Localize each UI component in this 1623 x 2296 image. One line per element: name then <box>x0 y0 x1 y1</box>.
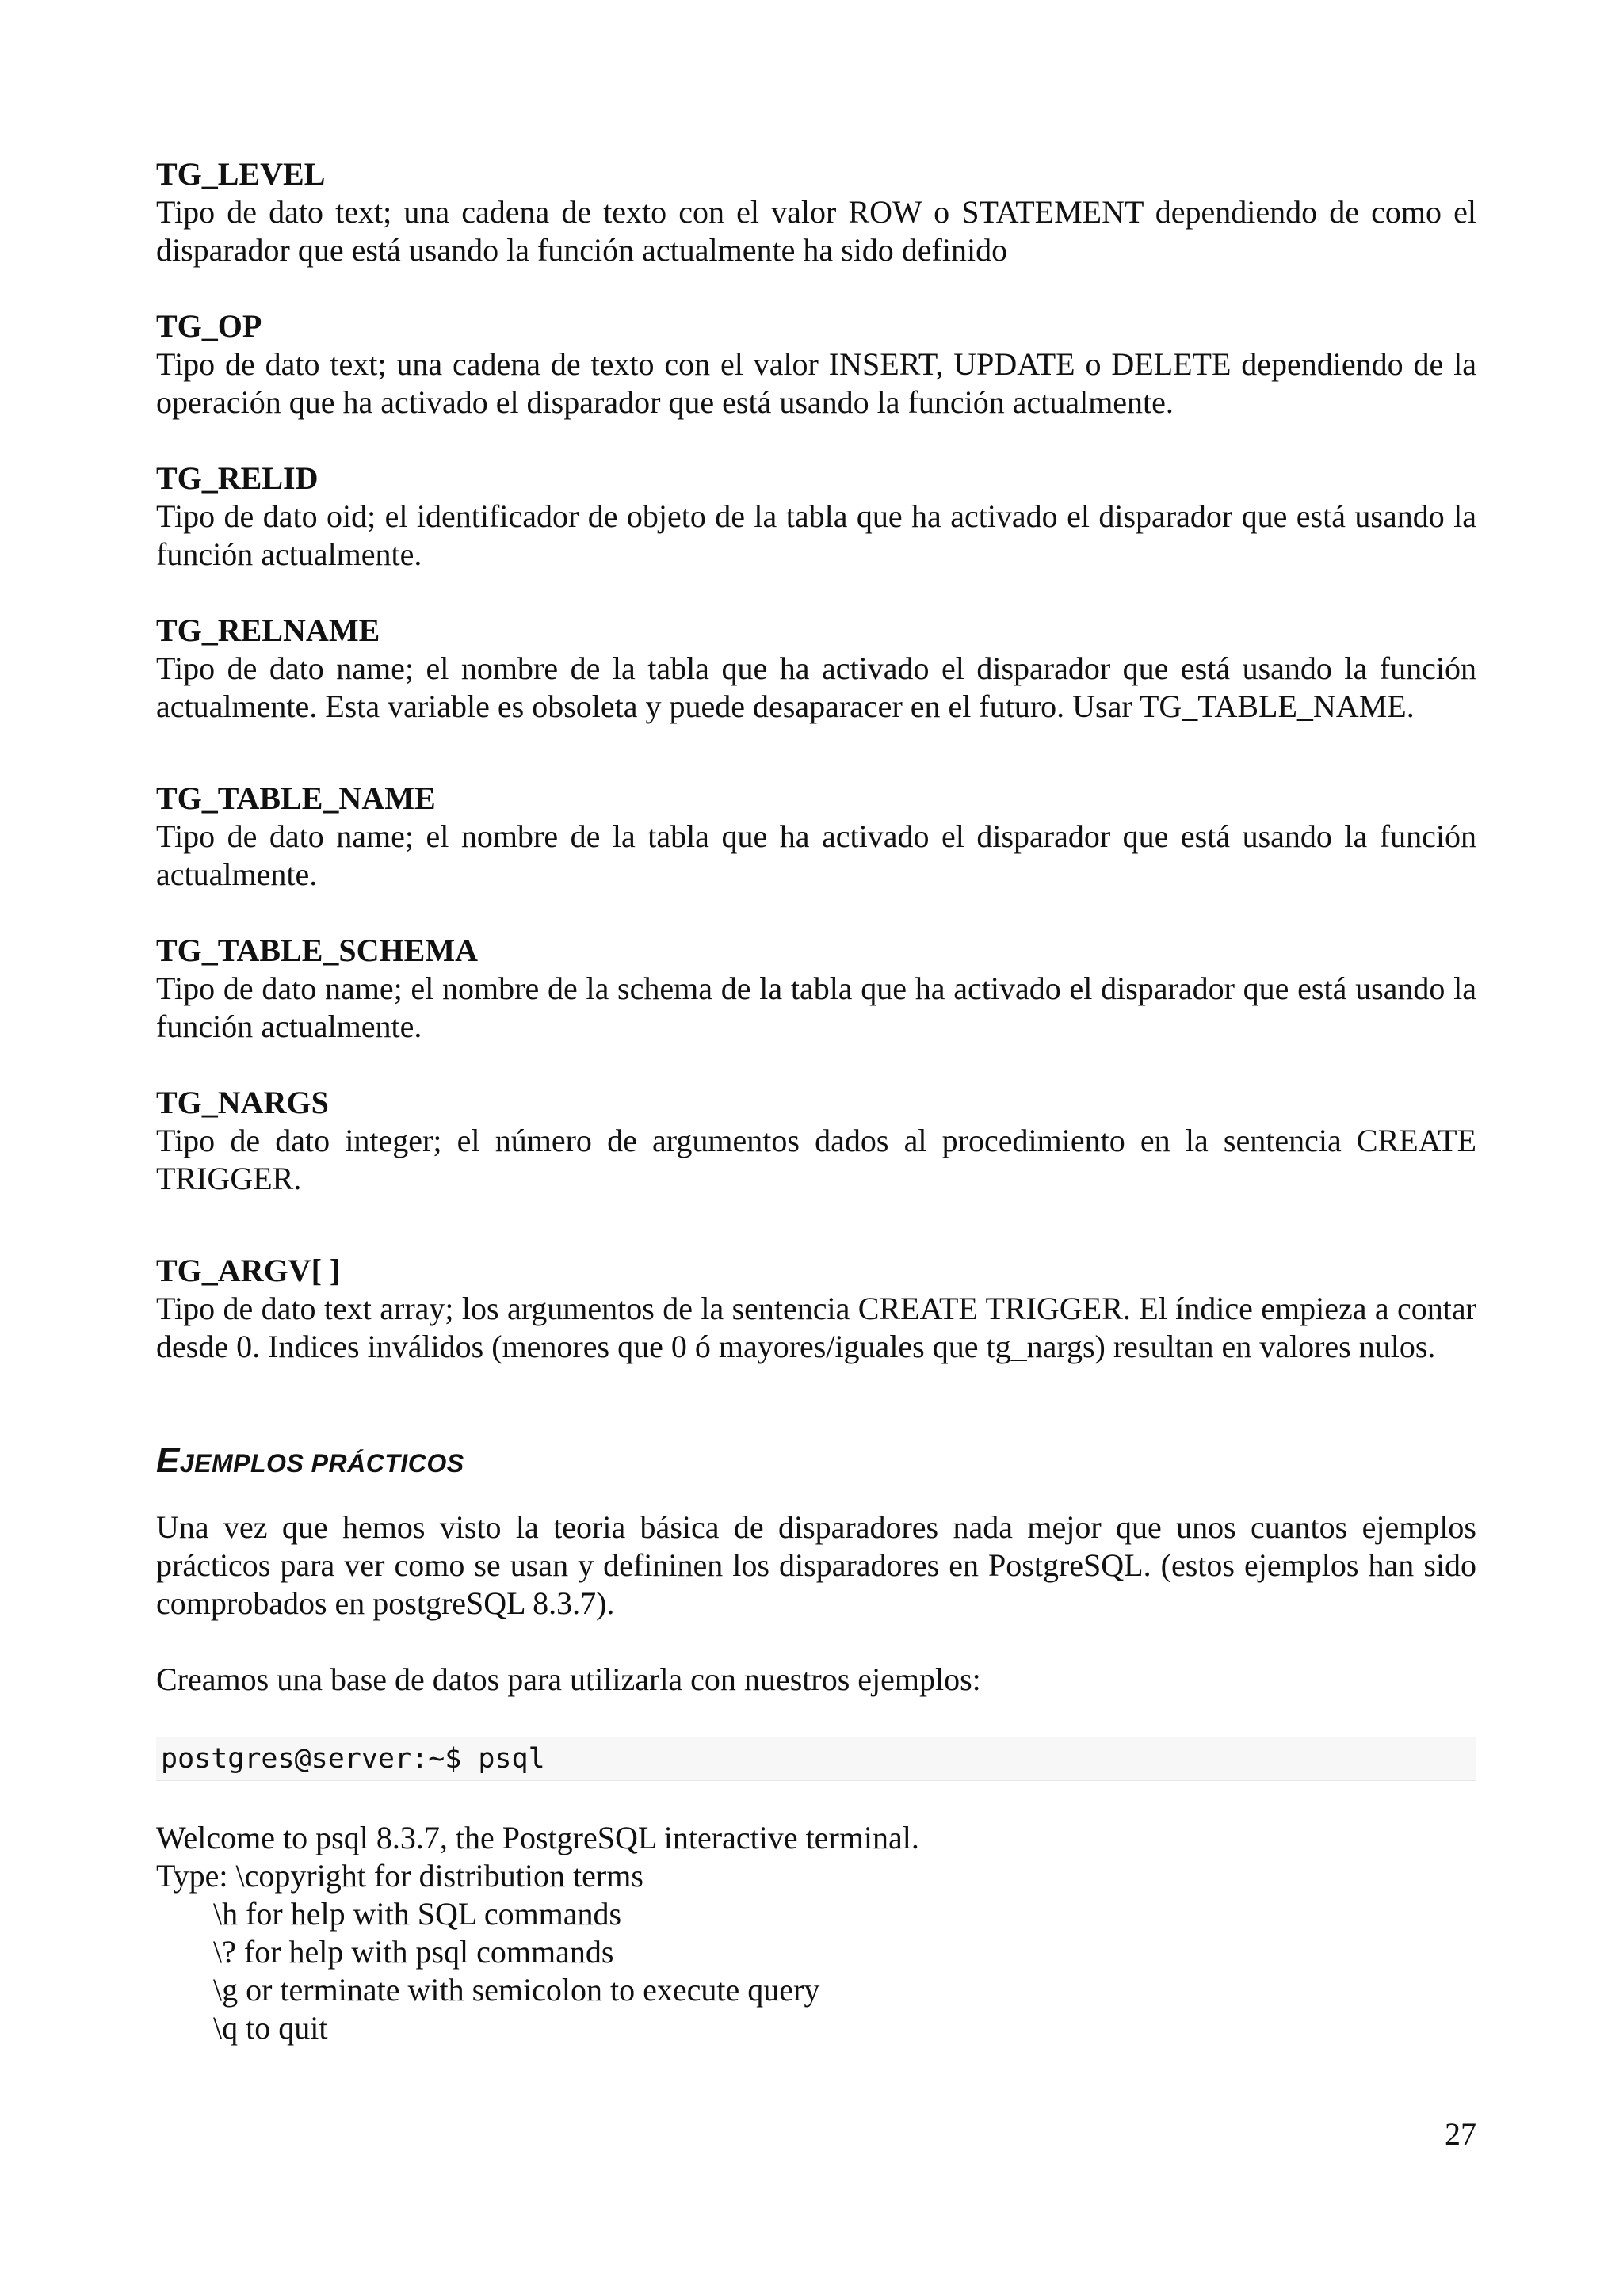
entry-term: TG_TABLE_SCHEMA <box>156 933 478 968</box>
section-heading-initial: E <box>156 1441 180 1480</box>
welcome-line: Type: \copyright for distribution terms <box>156 1858 643 1894</box>
psql-welcome-output <box>156 1819 1476 2047</box>
welcome-line: Welcome to psql 8.3.7, the PostgreSQL interactive terminal. <box>156 1820 919 1855</box>
entry-description: Tipo de dato oid; el identificador de objeto de la tabla que ha activado el disparador que está usando la función actualmente. <box>156 498 1476 572</box>
entry-description: Tipo de dato name; el nombre de la schema de la tabla que ha activado el disparador que está usando la función actualmente. <box>156 971 1476 1044</box>
section-heading <box>156 1439 1476 1491</box>
entry-tg-table-name <box>156 780 1476 894</box>
entry-term: TG_RELID <box>156 460 319 496</box>
entry-tg-level <box>156 155 1476 269</box>
entry-term: TG_RELNAME <box>156 612 380 648</box>
entry-tg-relid <box>156 460 1476 574</box>
welcome-line: \q to quit <box>213 2010 328 2046</box>
entry-tg-table-schema <box>156 932 1476 1046</box>
entry-description: Tipo de dato name; el nombre de la tabla que ha activado el disparador que está usando la función actualmente. Esta variable es obsoleta y puede desaparacer en el futuro. Usar TG_TABLE_NAME. <box>156 650 1476 724</box>
entry-description: Tipo de dato name; el nombre de la tabla que ha activado el disparador que está usando la función actualmente. <box>156 818 1476 892</box>
entry-description: Tipo de dato text; una cadena de texto con el valor ROW o STATEMENT dependiendo de como el disparador que está usando la función actualmente ha sido definido <box>156 194 1476 268</box>
entry-description: Tipo de dato text array; los argumentos de la sentencia CREATE TRIGGER. El índice empieza a contar desde 0. Indices inválidos (menores que 0 ó mayores/iguales que tg_nargs) resultan en valores nulos. <box>156 1291 1476 1364</box>
entry-description: Tipo de dato text; una cadena de texto con el valor INSERT, UPDATE o DELETE dependiendo de la operación que ha activado el disparador que está usando la función actualmente. <box>156 346 1476 420</box>
welcome-line: \? for help with psql commands <box>213 1934 614 1970</box>
create-db-text: Creamos una base de datos para utilizarla con nuestros ejemplos: <box>156 1661 981 1697</box>
entry-description: Tipo de dato integer; el número de argumentos dados al procedimiento en la sentencia CREATE TRIGGER. <box>156 1123 1476 1196</box>
code-block: postgres@server:~$ psql <box>156 1737 1476 1781</box>
section-heading-rest: JEMPLOS PRÁCTICOS <box>179 1449 464 1478</box>
welcome-line: \g or terminate with semicolon to execute query <box>213 1972 820 2008</box>
entry-tg-op <box>156 307 1476 421</box>
entry-tg-relname <box>156 612 1476 726</box>
entry-term: TG_NARGS <box>156 1085 329 1120</box>
page-number: 27 <box>1445 2116 1476 2152</box>
entry-tg-nargs <box>156 1084 1476 1198</box>
entry-term: TG_LEVEL <box>156 156 326 192</box>
entry-tg-argv <box>156 1252 1476 1366</box>
document-page <box>156 155 1476 2047</box>
entry-term: TG_ARGV[ ] <box>156 1253 341 1288</box>
welcome-line: \h for help with SQL commands <box>213 1896 622 1932</box>
entry-term: TG_TABLE_NAME <box>156 780 436 816</box>
section-intro: Una vez que hemos visto la teoria básica de disparadores nada mejor que unos cuantos ejemplos prácticos para ver como se usan y defininen los disparadores en PostgreSQL. (estos ejemplos han sido comprobados en postgreSQL 8.3.7). <box>156 1509 1476 1621</box>
entry-term: TG_OP <box>156 308 262 344</box>
